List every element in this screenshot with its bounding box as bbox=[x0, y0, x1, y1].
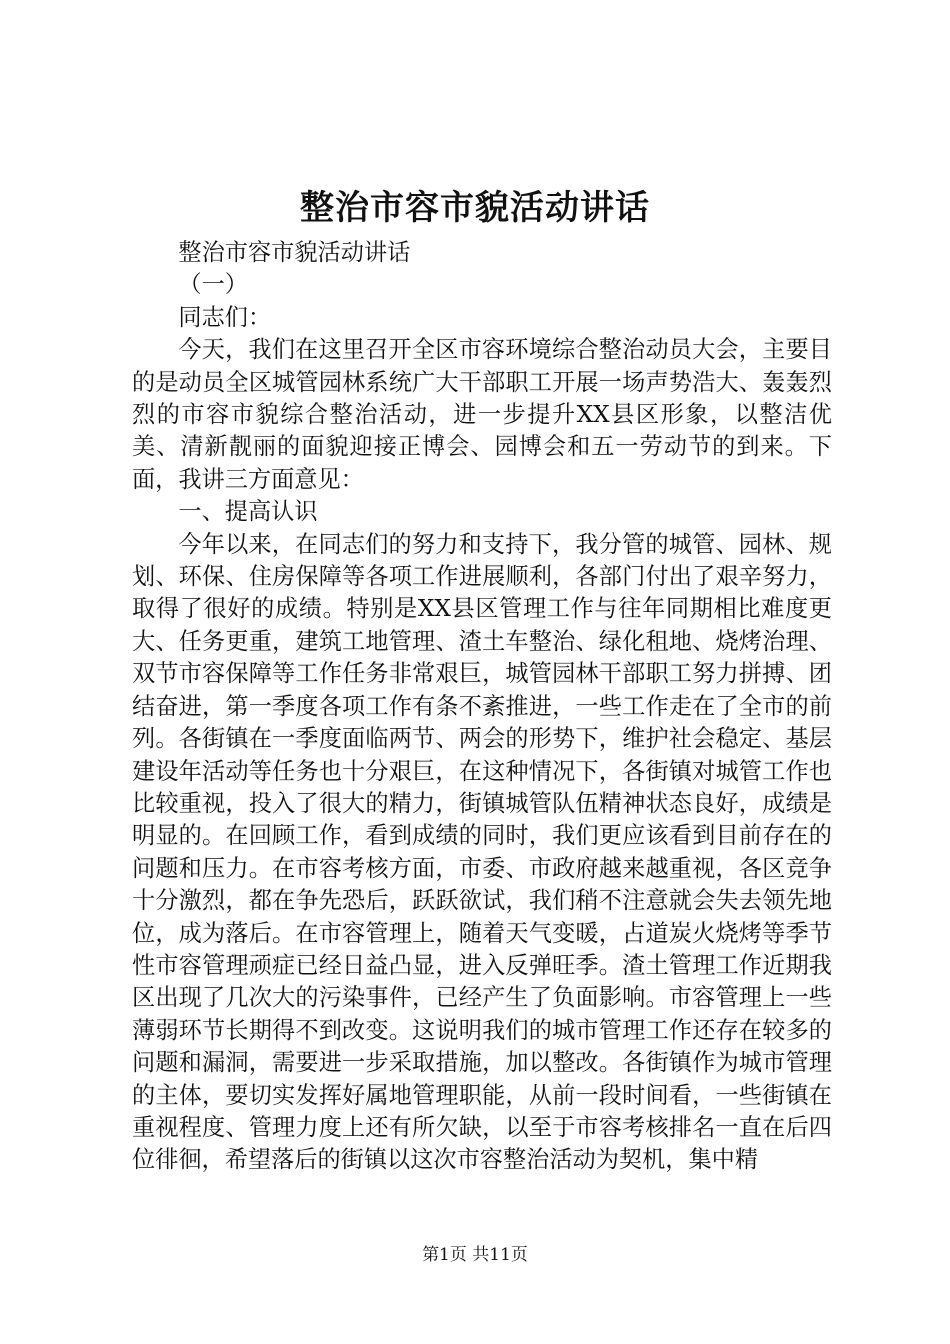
document-body bbox=[132, 237, 832, 1177]
paragraph-salutation: 同志们： bbox=[178, 303, 272, 331]
page-title: 整治市容市貌活动讲话 bbox=[300, 188, 650, 228]
page-footer: 第1页 共11页 bbox=[422, 1245, 528, 1265]
paragraph-intro: 今天，我们在这里召开全区市容环境综合整治动员大会，主要目的是动员全区城管园林系统广大干部职工开展一场声势浩大、轰轰烈烈的市容市貌综合整治活动，进一步提升XX县区形象，以整洁优美、清新靓丽的面貌迎接正博会、园博会和五一劳动节的到来。下面，我讲三方面意见： bbox=[132, 336, 832, 493]
paragraph-section-number: （一） bbox=[178, 271, 248, 299]
paragraph-body-1: 今年以来，在同志们的努力和支持下，我分管的城管、园林、规划、环保、住房保障等各项工作进展顺利，各部门付出了艰辛努力，取得了很好的成绩。特别是XX县区管理工作与往年同期相比难度更大、任务更重，建筑工地管理、渣土车整治、绿化租地、烧烤治理、双节市容保障等工作任务非常艰巨，城管园林干部职工努力拼搏、团结奋进，第一季度各项工作有条不紊推进，一些工作走在了全市的前列。各街镇在一季度面临两节、两会的形势下，维护社会稳定、基层建设年活动等任务也十分艰巨，在这种情况下，各街镇对城管工作也比较重视，投入了很大的精力，街镇城管队伍精神状态良好，成绩是明显的。在回顾工作，看到成绩的同时，我们更应该看到目前存在的问题和压力。在市容考核方面，市委、市政府越来越重视，各区竞争十分激烈，都在争先恐后，跃跃欲试，我们稍不注意就会失去领先地位，成为落后。在市容管理上，随着天气变暖，占道炭火烧烤等季节性市容管理顽症已经日益凸显，进入反弹旺季。渣土管理工作近期我区出现了几次大的污染事件，已经产生了负面影响。市容管理上一些薄弱环节长期得不到改变。这说明我们的城市管理工作还存在较多的问题和漏洞，需要进一步采取措施，加以整改。各街镇作为城市管理的主体，要切实发挥好属地管理职能，从前一段时间看，一些街镇在重视程度、管理力度上还有所欠缺，以至于市容考核排名一直在后四位徘徊，希望落后的街镇以这次市容整治活动为契机，集中精 bbox=[132, 530, 832, 1174]
paragraph-heading-1: 一、提高认识 bbox=[178, 498, 318, 526]
paragraph-subtitle: 整治市容市貌活动讲话 bbox=[178, 239, 411, 266]
